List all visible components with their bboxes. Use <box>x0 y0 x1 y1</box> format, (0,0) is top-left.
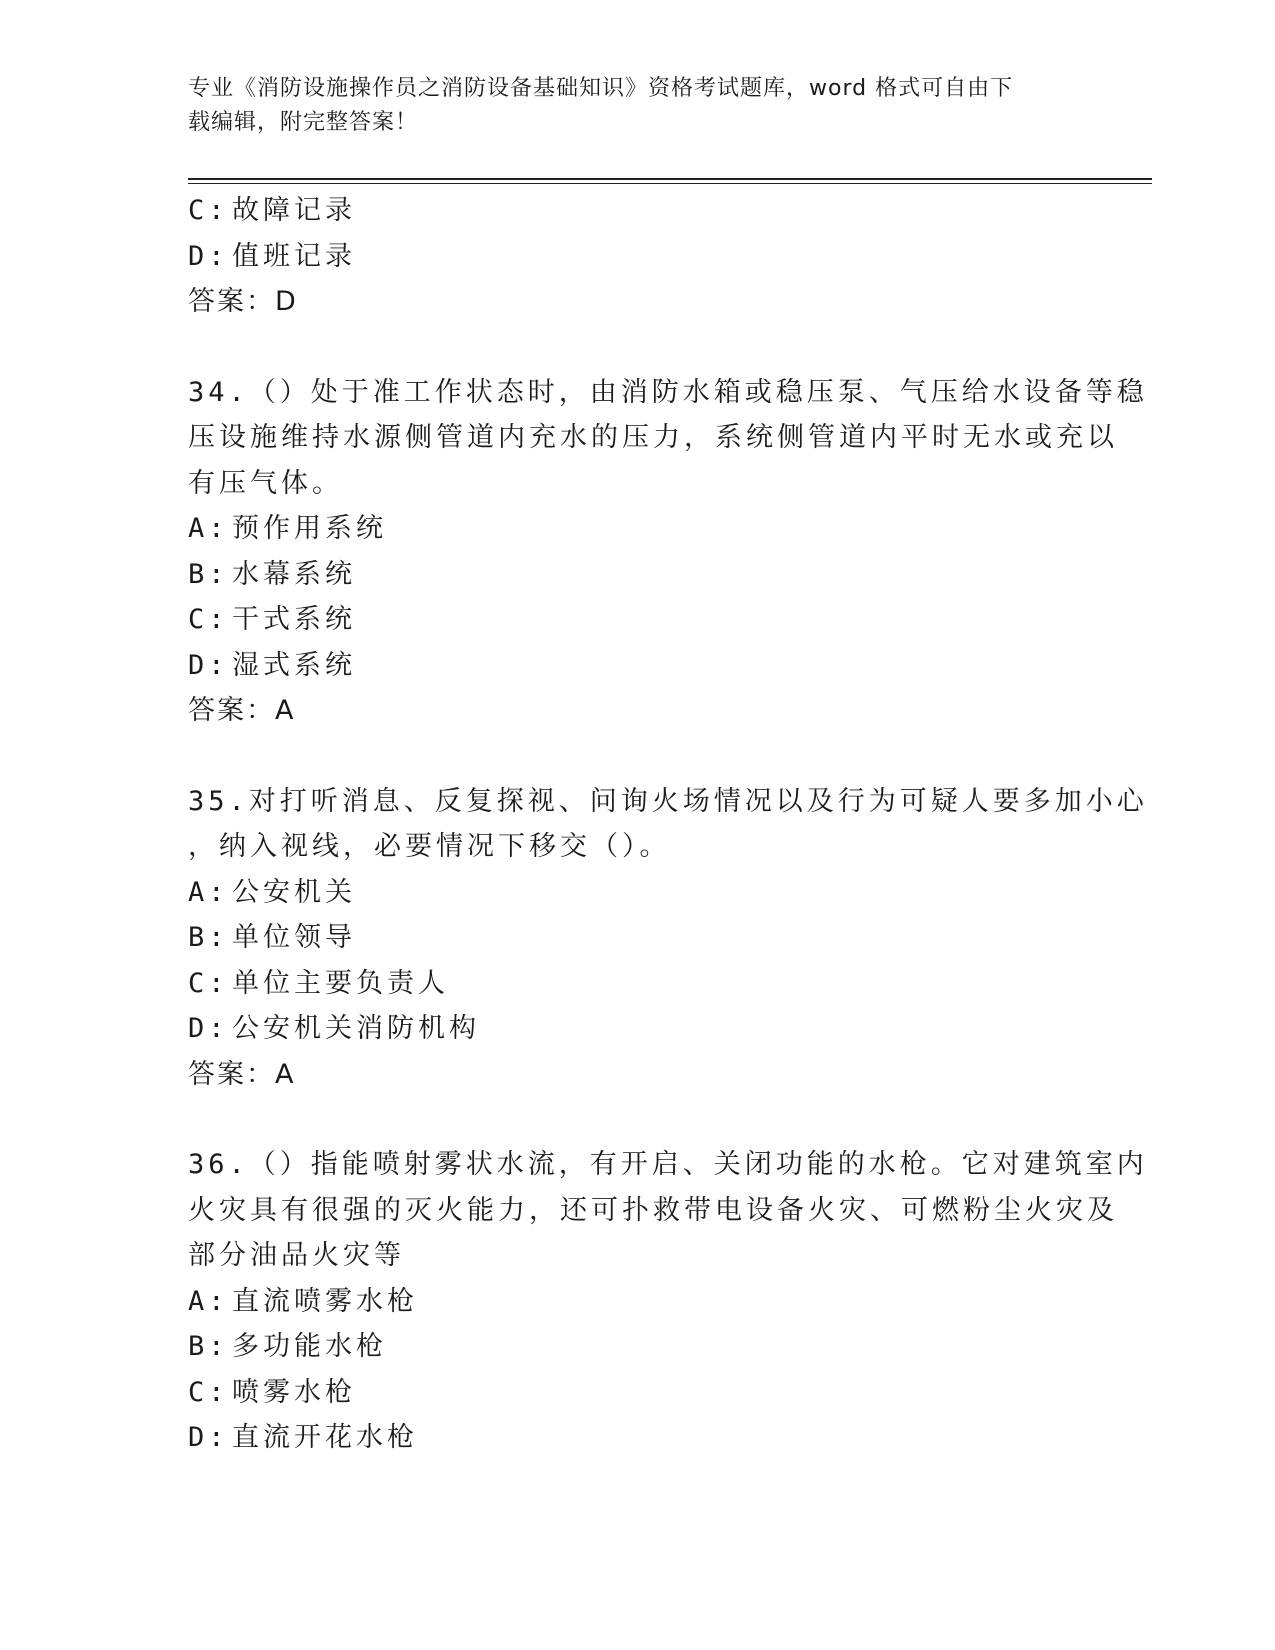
option-key: C: <box>188 1376 229 1408</box>
option-key: B: <box>188 1331 229 1362</box>
stem-line: 火灾具有很强的灭火能力，还可扑救带电设备火灾、可燃粉尘火灾及 <box>188 1194 1118 1226</box>
option-c <box>188 188 1088 234</box>
option-d <box>188 643 1088 689</box>
question-35 <box>188 779 1148 1098</box>
option-key: C: <box>188 967 229 999</box>
option-d <box>188 234 1088 280</box>
option-key: C: <box>188 604 229 635</box>
option-key: D: <box>188 649 229 681</box>
option-key: A: <box>188 1285 229 1317</box>
option-b <box>188 915 1088 961</box>
answer-line: 答案：A <box>188 695 296 726</box>
option-text: 单位领导 <box>232 922 356 953</box>
option-key: D: <box>188 1422 229 1453</box>
question-36 <box>188 1142 1148 1461</box>
question-list <box>188 188 1148 1461</box>
header-line-1: 专业《消防设施操作员之消防设备基础知识》资格考试题库，word 格式可自由下 <box>188 76 1014 101</box>
option-text: 值班记录 <box>232 240 356 272</box>
option-key: D: <box>188 240 229 272</box>
option-text: 单位主要负责人 <box>232 967 449 999</box>
question-stem <box>188 779 1148 870</box>
document-header <box>188 72 1068 140</box>
option-key: D: <box>188 1013 229 1044</box>
option-text: 公安机关 <box>232 876 356 908</box>
option-d <box>188 1415 1088 1461</box>
option-key: C: <box>188 195 229 226</box>
question-34 <box>188 370 1148 734</box>
header-divider-thick <box>188 178 1152 180</box>
option-d <box>188 1006 1088 1052</box>
answer-line: 答案：D <box>188 286 298 317</box>
header-line-2: 载编辑，附完整答案！ <box>188 110 419 135</box>
option-text: 喷雾水枪 <box>232 1376 356 1408</box>
stem-line: ，纳入视线，必要情况下移交（）。 <box>188 831 671 862</box>
option-key: B: <box>188 558 229 590</box>
option-text: 湿式系统 <box>232 649 356 681</box>
option-text: 水幕系统 <box>232 558 356 590</box>
option-key: B: <box>188 922 229 953</box>
question-stem <box>188 370 1148 507</box>
option-key: A: <box>188 876 229 908</box>
option-text: 直流喷雾水枪 <box>232 1285 418 1317</box>
stem-line: 34.（）处于准工作状态时，由消防水箱或稳压泵、气压给水设备等稳 <box>188 376 1148 408</box>
option-key: A: <box>188 513 229 544</box>
option-c <box>188 1370 1088 1416</box>
answer-line: 答案：A <box>188 1058 296 1090</box>
option-text: 公安机关消防机构 <box>232 1013 480 1044</box>
option-b <box>188 552 1088 598</box>
stem-line: 36.（）指能喷射雾状水流，有开启、关闭功能的水枪。它对建筑室内 <box>188 1149 1148 1180</box>
option-c <box>188 597 1088 643</box>
stem-line: 有压气体。 <box>188 467 343 499</box>
option-a <box>188 506 1088 552</box>
option-text: 预作用系统 <box>232 513 387 544</box>
header-divider-thin <box>188 183 1152 184</box>
option-b <box>188 1324 1088 1370</box>
stem-line: 部分油品火灾等 <box>188 1240 405 1271</box>
stem-line: 压设施维持水源侧管道内充水的压力，系统侧管道内平时无水或充以 <box>188 422 1118 453</box>
option-text: 故障记录 <box>232 195 356 226</box>
option-a <box>188 870 1088 916</box>
option-c <box>188 961 1088 1007</box>
option-text: 多功能水枪 <box>232 1331 387 1362</box>
question-stem <box>188 1142 1148 1279</box>
option-text: 干式系统 <box>232 604 356 635</box>
option-text: 直流开花水枪 <box>232 1422 418 1453</box>
stem-line: 35.对打听消息、反复探视、问询火场情况以及行为可疑人要多加小心 <box>188 785 1148 817</box>
question-partial <box>188 188 1088 325</box>
option-a <box>188 1279 1088 1325</box>
